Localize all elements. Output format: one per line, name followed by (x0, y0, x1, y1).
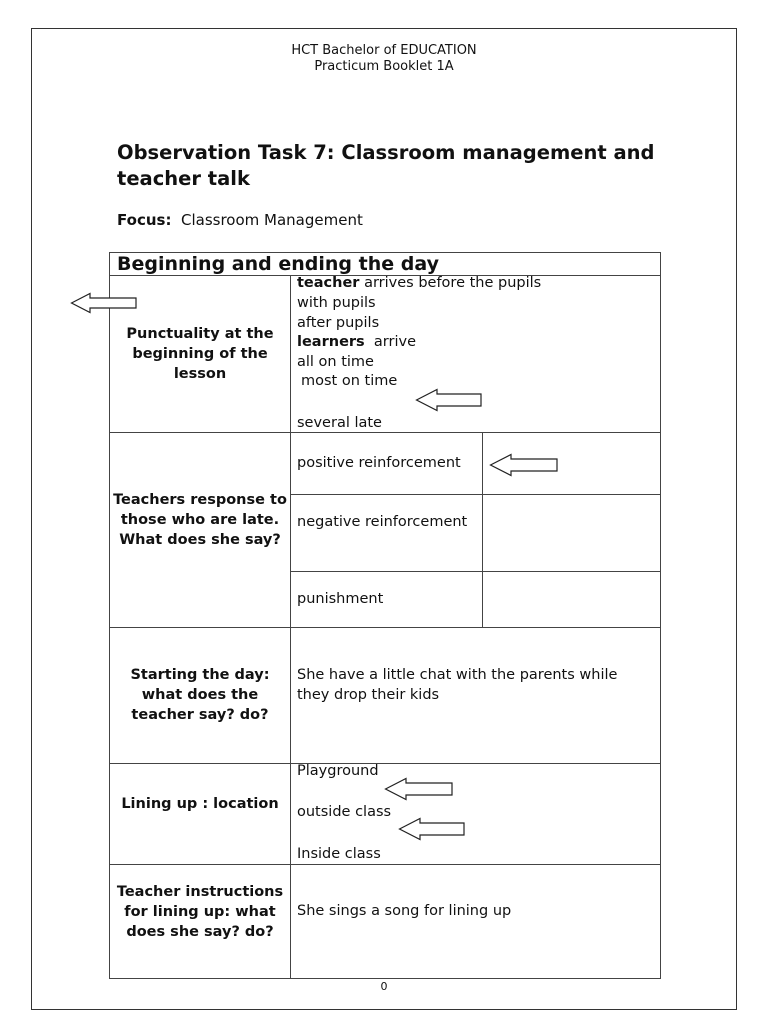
focus-line (117, 211, 363, 229)
option-negative-reinforcement: negative reinforcement (297, 514, 468, 530)
punctuality-with-pupils: with pupils (297, 295, 376, 311)
page-number: 0 (380, 980, 388, 993)
left-arrow-icon (398, 817, 466, 841)
row-label-punctuality: Punctuality at the beginning of the lesson (126, 326, 274, 382)
header-line-1: HCT Bachelor of EDUCATION (291, 43, 477, 58)
punctuality-most-on-time: most on time (301, 373, 398, 389)
row-label-lining-instructions: Teacher instructions for lining up: what does she say? do? (116, 884, 284, 940)
row-label-late-response: Teachers response to those who are late. What does she say? (113, 492, 287, 548)
option-playground: Playground (297, 763, 379, 779)
punctuality-all-on-time: all on time (297, 354, 374, 370)
left-arrow-icon (489, 453, 559, 477)
punctuality-line-learners (297, 333, 416, 353)
table-heading: Beginning and ending the day (117, 253, 439, 275)
left-arrow-icon (415, 388, 483, 412)
left-arrow-icon (384, 777, 454, 801)
row-label-starting-day: Starting the day: what does the teacher say? do? (130, 667, 270, 723)
header-line-2: Practicum Booklet 1A (314, 59, 454, 74)
option-punishment: punishment (297, 591, 384, 607)
focus-value: Classroom Management (181, 211, 363, 229)
option-outside-class: outside class (297, 804, 392, 820)
left-arrow-icon (70, 292, 138, 314)
teacher-arrives-text: arrives before the pupils (364, 275, 542, 291)
answer-lining-instructions: She sings a song for lining up (297, 903, 512, 919)
punctuality-several-late: several late (297, 415, 382, 431)
page-title: Observation Task 7: Classroom management and teacher talk (117, 141, 655, 190)
punctuality-line-teacher (297, 274, 541, 294)
punctuality-after-pupils: after pupils (297, 315, 380, 331)
row-label-lining-up-location: Lining up : location (121, 796, 279, 812)
learners-word: learners (297, 334, 365, 350)
learners-arrive-text: arrive (373, 334, 416, 350)
teacher-word: teacher (297, 275, 360, 291)
focus-label: Focus: (117, 211, 172, 229)
option-positive-reinforcement: positive reinforcement (297, 455, 461, 471)
answer-starting-day: She have a little chat with the parents while they drop their kids (297, 667, 618, 703)
option-inside-class: Inside class (297, 846, 381, 862)
